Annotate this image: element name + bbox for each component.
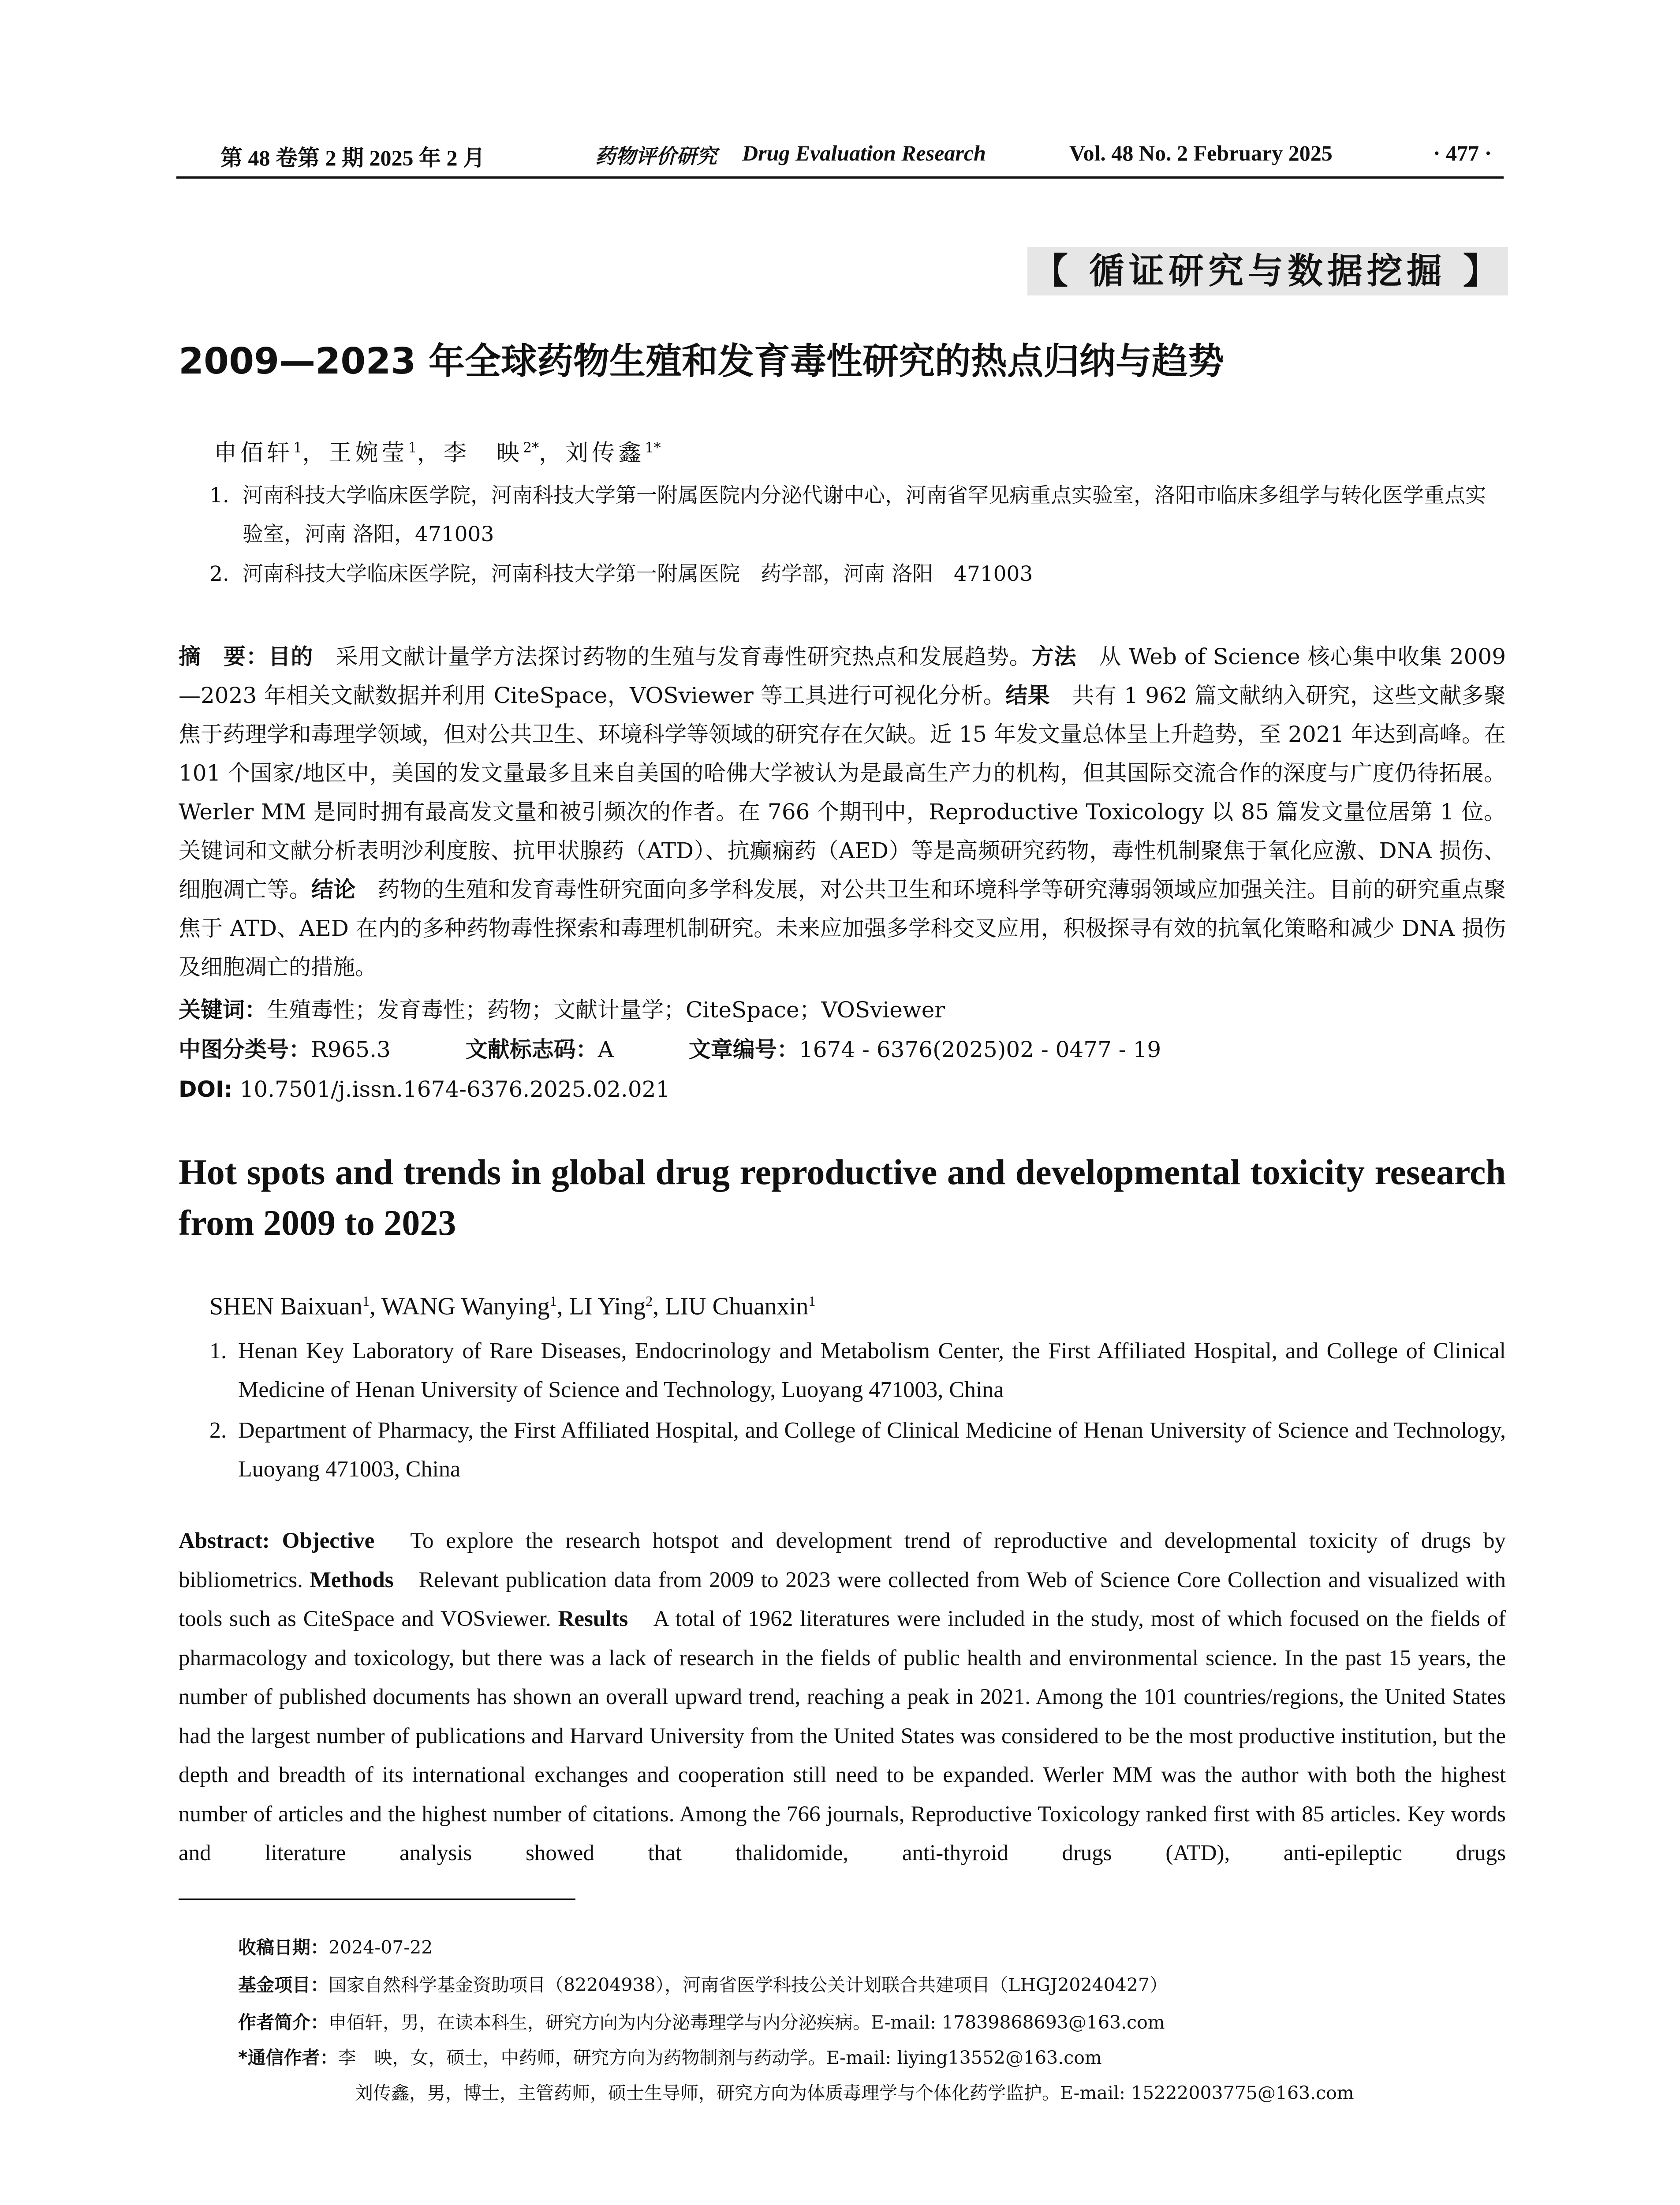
- doi-line: [179, 1072, 670, 1107]
- title-cn: 2009—2023 年全球药物生殖和发育毒性研究的热点归纳与趋势: [179, 340, 1224, 382]
- author-sup: 2*: [523, 439, 539, 456]
- running-header: [179, 140, 1501, 180]
- affiliation-cn-1: 1. 河南科技大学临床医学院，河南科技大学第一附属医院内分泌代谢中心，河南省罕见病重点实验室，洛阳市临床多组学与转化医学重点实验室，河南 洛阳，471003: [209, 483, 1486, 546]
- objective-label: 目的: [268, 644, 314, 669]
- header-issue-cn: 第 48 卷第 2 期 2025 年 2 月: [220, 146, 485, 170]
- author-name: 王婉莹: [329, 440, 408, 467]
- author-sup: 1: [293, 439, 302, 456]
- abstract-label-en: Abstract:: [179, 1529, 270, 1553]
- results-label-en: Results: [558, 1607, 628, 1631]
- author-name: SHEN Baixuan: [209, 1293, 362, 1320]
- header-journal-en: Drug Evaluation Research: [742, 141, 986, 165]
- author-name: 申佰轩: [214, 440, 294, 467]
- author-sup: 1: [549, 1293, 557, 1309]
- doi-value[interactable]: 10.7501/j.issn.1674-6376.2025.02.021: [232, 1076, 670, 1102]
- author-sup: 1: [408, 439, 417, 456]
- affiliation-en-1: 1. Henan Key Laboratory of Rare Diseases, Endocrinology and Metabolism Center, the First Affiliated Hospital, and College of Clinical Medicine of Henan University of Science and Technology, Luoyang 471003, China: [209, 1338, 1506, 1402]
- header-issue-en: Vol. 48 No. 2 February 2025: [1069, 141, 1333, 165]
- objective-label-en: Objective: [282, 1529, 375, 1553]
- methods-label: 方法: [1031, 644, 1077, 669]
- title-en: Hot spots and trends in global drug reproductive and developmental toxicity research from 2009 to 2023: [179, 1152, 1506, 1243]
- doi-label: DOI:: [179, 1076, 233, 1102]
- footnote-author-bio: 作者简介：申佰轩，男，在读本科生，研究方向为内分泌毒理学与内分泌疾病。E-mail: 17839868693@163.com: [238, 2012, 1165, 2033]
- footnote-fund: 基金项目：国家自然科学基金资助项目（82204938），河南省医学科技公关计划联合共建项目（LHGJ20240427）: [238, 1974, 1168, 1996]
- footnote-received: 收稿日期：2024-07-22: [238, 1937, 433, 1958]
- affiliation-cn-2: 2. 河南科技大学临床医学院，河南科技大学第一附属医院 药学部，河南 洛阳 471003: [209, 562, 1033, 586]
- classification-line: 中图分类号：R965.3 文献标志码：A 文章编号：1674 - 6376(2025)02 - 0477 - 19: [179, 1037, 1161, 1062]
- authors-en: SHEN Baixuan$^1$, WANG Wanying$^1$, LI Ying$^2$, LIU Chuanxin$^1$: [209, 1293, 816, 1320]
- results-label: 结果: [1005, 683, 1050, 708]
- header-rule: [176, 176, 1504, 179]
- footnote-rule: [179, 1899, 575, 1900]
- header-page-number: · 477 ·: [1433, 141, 1492, 165]
- author-name: 李 映: [443, 440, 523, 467]
- abstract-cn: 摘 要：目的 采用文献计量学方法探讨药物的生殖与发育毒性研究热点和发展趋势。方法 从 Web of Science 核心集中收集 2009—2023 年相关文献数据并利用 CiteSpace，VOSviewer 等工具进行可视化分析。结果 共有 1 962 篇文献纳入研究，这些文献多聚焦于药理学和毒理学领域，但对公共卫生、环境科学等领域的研究存在欠缺。近 15 年发文量总体呈上升趋势，至 2021 年达到高峰。在 101 个国家/地区中，美国的发文量最多且来自美国的哈佛大学被认为是最高生产力的机构，但其国际交流合作的深度与广度仍待拓展。Werler MM 是同时拥有最高发文量和被引频次的作者。在 766 个期刊中，Reproductive Toxicology 以 85 篇发文量位居第 1 位。关键词和文献分析表明沙利度胺、抗甲状腺药（ATD）、抗癫痫药（AED）等是高频研究药物，毒性机制聚焦于氧化应激、DNA 损伤、细胞凋亡等。结论 药物的生殖和发育毒性研究面向多学科发展，对公共卫生和环境科学等研究薄弱领域应加强关注。目前的研究重点聚焦于 ATD、AED 在内的多种药物毒性探索和毒理机制研究。未来应加强多学科交叉应用，积极探寻有效的抗氧化策略和减少 DNA 损伤及细胞凋亡的措施。: [179, 644, 1506, 980]
- abstract-en: Abstract: Objective To explore the research hotspot and development trend of reproductive and developmental toxicity of drugs by bibliometrics. Methods Relevant publication data from 2009 to 2023 were collected from Web of Science Core Collection and visualized with tools such as CiteSpace and VOSviewer. Results A total of 1962 literatures were included in the study, most of which focused on the fields of pharmacology and toxicology, but there was a lack of research in the fields of public health and environmental science. In the past 15 years, the number of published documents has shown an overall upward trend, reaching a peak in 2021. Among the 101 countries/regions, the United States had the largest number of publications and Harvard University from the United States was considered to be the most productive institution, but the depth and breadth of its international exchanges and cooperation still need to be expanded. Werler MM was the author with both the highest number of articles and the highest number of citations. Among the 766 journals, Reproductive Toxicology ranked first with 85 articles. Key words and literature analysis showed that thalidomide, anti-thyroid drugs (ATD), anti-epileptic drugs: [179, 1529, 1506, 1865]
- methods-label-en: Methods: [310, 1567, 394, 1592]
- author-name: 刘传鑫: [565, 440, 645, 467]
- keywords-cn: 关键词：生殖毒性；发育毒性；药物；文献计量学；CiteSpace；VOSviewer: [179, 997, 945, 1023]
- author-name: WANG Wanying: [381, 1293, 550, 1320]
- author-sup: 1: [808, 1293, 816, 1309]
- author-sup: 2: [646, 1293, 653, 1309]
- footnote-corresponding-2: 刘传鑫，男，博士，主管药师，硕士生导师，研究方向为体质毒理学与个体化药学监护。E-mail: 15222003775@163.com: [355, 2082, 1354, 2104]
- conclusion-label: 结论: [311, 877, 356, 902]
- author-sup: 1: [362, 1293, 370, 1309]
- footnote-corresponding-1: *通信作者：李 映，女，硕士，中药师，研究方向为药物制剂与药动学。E-mail: liying13552@163.com: [238, 2047, 1102, 2068]
- journal-logo-cn: 药物评价研究: [595, 144, 717, 168]
- column-tag: 【 循证研究与数据挖掘 】: [1027, 247, 1508, 295]
- author-name: LI Ying: [569, 1293, 646, 1320]
- author-sup: 1*: [645, 439, 661, 456]
- abstract-label: 摘 要：: [179, 644, 269, 669]
- affiliation-en-2: 2. Department of Pharmacy, the First Affiliated Hospital, and College of Clinical Medicine of Henan University of Science and Technology, Luoyang 471003, China: [209, 1418, 1506, 1482]
- keywords-label: 关键词：: [179, 997, 267, 1023]
- authors-cn: 申佰轩$^1$，王婉莹$^1$，李 映$^{2*}$，刘传鑫$^{1*}$: [214, 439, 661, 467]
- author-name: LIU Chuanxin: [665, 1293, 809, 1320]
